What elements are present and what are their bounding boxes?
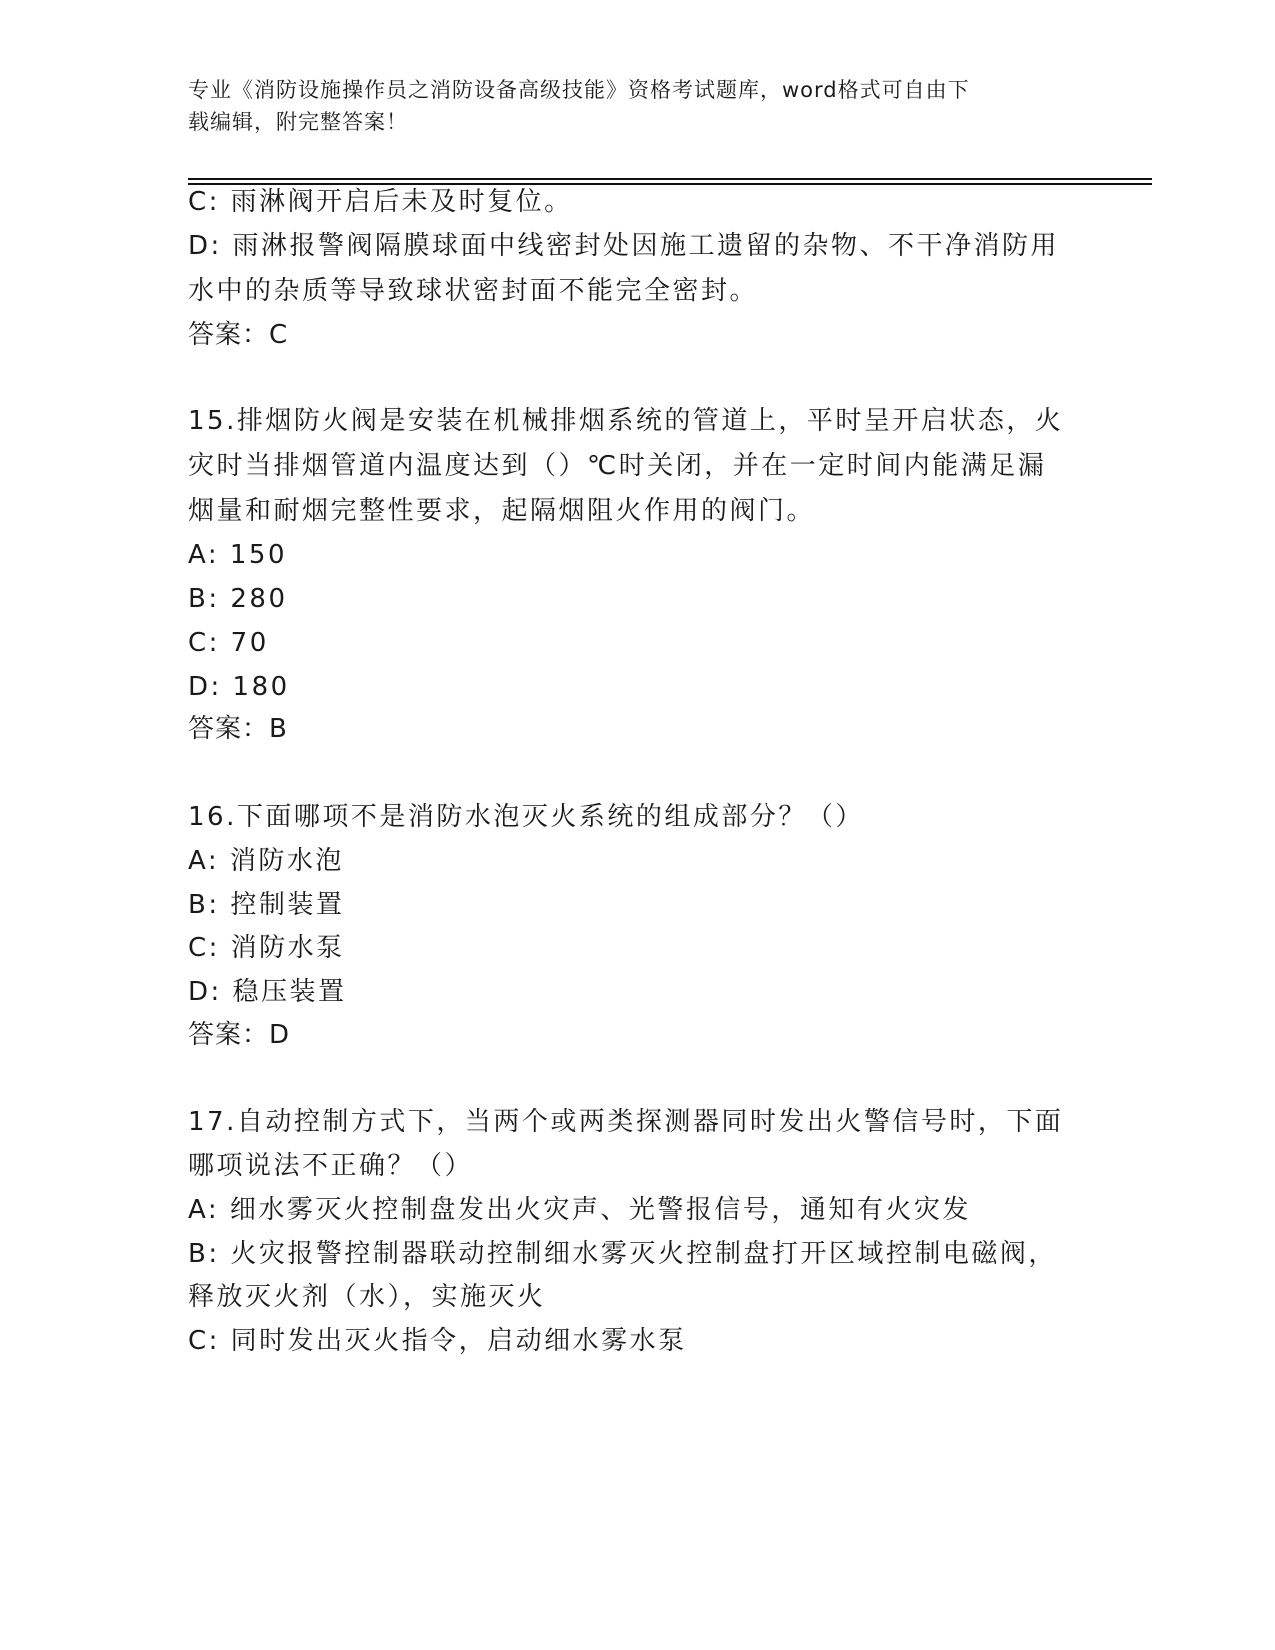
q15-option-b: B: 280 [188, 584, 288, 614]
q14-answer: 答案：C [188, 320, 289, 350]
q15-option-c: C: 70 [188, 628, 269, 658]
q15-option-d: D: 180 [188, 672, 290, 702]
q17-stem-line-2: 哪项说法不正确？（） [188, 1151, 474, 1181]
q17-option-c: C: 同时发出灭火指令，启动细水雾水泵 [188, 1326, 687, 1356]
q15-stem-line-2: 灾时当排烟管道内温度达到（）℃时关闭，并在一定时间内能满足漏 [188, 451, 1047, 481]
q16-stem: 16.下面哪项不是消防水泡灭火系统的组成部分？（） [188, 802, 864, 832]
q17-option-b-line-2: 释放灭火剂（水），实施灭火 [188, 1282, 546, 1312]
q16-answer: 答案：D [188, 1020, 291, 1050]
q16-option-a: A: 消防水泡 [188, 846, 344, 876]
q16-option-d: D: 稳压装置 [188, 977, 347, 1007]
q17-option-b-line-1: B: 火灾报警控制器联动控制细水雾灭火控制盘打开区域控制电磁阀， [188, 1239, 1057, 1269]
document-header [188, 74, 1088, 138]
q15-stem-line-3: 烟量和耐烟完整性要求，起隔烟阻火作用的阀门。 [188, 496, 816, 526]
q14-option-d-line-1: D: 雨淋报警阀隔膜球面中线密封处因施工遗留的杂物、不干净消防用 [188, 231, 1060, 261]
q16-option-b: B: 控制装置 [188, 890, 345, 920]
q14-option-d-line-2: 水中的杂质等导致球状密封面不能完全密封。 [188, 276, 759, 306]
header-divider-top [188, 178, 1152, 180]
q16-option-c: C: 消防水泵 [188, 933, 345, 963]
q14-option-c: C: 雨淋阀开启后未及时复位。 [188, 187, 573, 217]
q17-stem-line-1: 17.自动控制方式下，当两个或两类探测器同时发出火警信号时，下面 [188, 1107, 1064, 1137]
header-line-1: 专业《消防设施操作员之消防设备高级技能》资格考试题库，word格式可自由下 [188, 78, 970, 102]
header-line-2: 载编辑，附完整答案！ [188, 110, 408, 134]
q17-option-a: A: 细水雾灭火控制盘发出火灾声、光警报信号，通知有火灾发 [188, 1195, 971, 1225]
q15-answer: 答案：B [188, 714, 288, 744]
q15-option-a: A: 150 [188, 540, 287, 570]
q15-stem-line-1: 15.排烟防火阀是安装在机械排烟系统的管道上，平时呈开启状态，火 [188, 406, 1064, 436]
